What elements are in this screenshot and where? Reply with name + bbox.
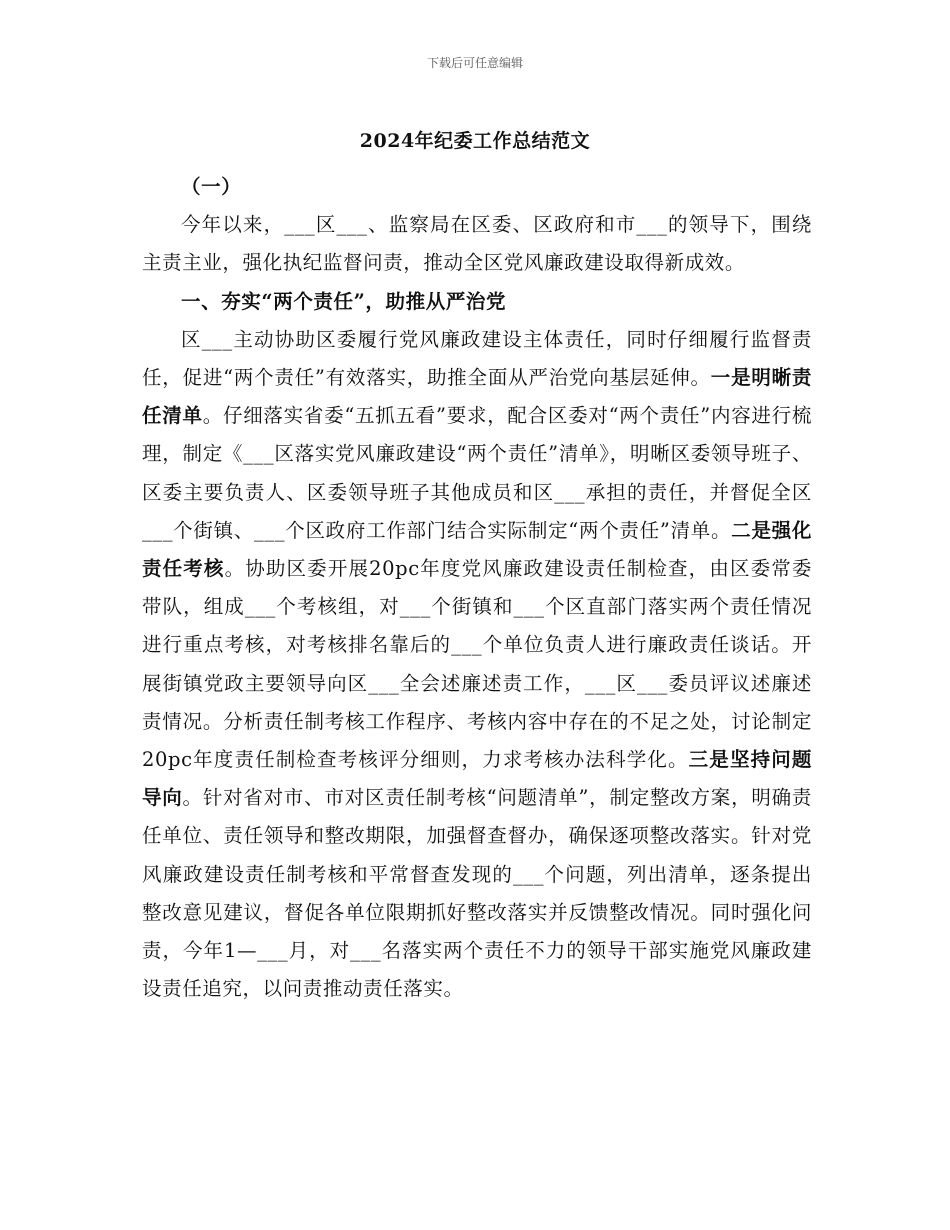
paragraph-text: 。针对省对市、市对区责任制考核“问题清单”，制定整改方案，明确责任单位、责任领导和整改期限，加强督查督办，确保逐项整改落实。针对党风廉政建设责任制考核和平常督查发现的___个问题，列出清单，逐条提出整改意见建议，督促各单位限期抓好整改落实并反馈整改情况。同时强化问责，今年1—___月，对___名落实两个责任不力的领导干部实施党风廉政建设责任追究，以问责推动责任落实。 bbox=[142, 786, 812, 1001]
subheading-1: 一是明晰责任清单 bbox=[142, 366, 812, 428]
body-paragraph bbox=[142, 321, 812, 1009]
section-marker: （一） bbox=[181, 175, 242, 198]
subheading-2: 二是强化责任考核 bbox=[142, 518, 812, 581]
paragraph-text: 区___主动协助区委履行党风廉政建设主体责任，同时仔细履行监督责任，促进“两个责任”有效落实，助推全面从严治党向基层延伸。 bbox=[142, 327, 812, 390]
document-title: 2024年纪委工作总结范文 bbox=[359, 130, 591, 152]
document-body bbox=[142, 168, 812, 1008]
section-heading: 一、夯实“两个责任”，助推从严治党 bbox=[181, 289, 507, 313]
intro-paragraph: 今年以来，___区___、监察局在区委、区政府和市___的领导下，围绕主责主业，强化执纪监督问责，推动全区党风廉政建设取得新成效。 bbox=[142, 213, 812, 275]
subheading-3: 三是坚持问题导向 bbox=[142, 748, 812, 810]
paragraph-text: 。协助区委开展20pc年度党风廉政建设责任制检查，由区委常委带队，组成___个考核组，对___个街镇和___个区直部门落实两个责任情况进行重点考核，对考核排名靠后的___个单位负责人进行廉政责任谈话。开展街镇党政主要领导向区___全会述廉述责工作，___区___委员评议述廉述责情况。分析责任制考核工作程序、考核内容中存在的不足之处，讨论制定20pc年度责任制检查考核评分细则，力求考核办法科学化。 bbox=[142, 557, 813, 772]
page-header-note: 下载后可任意编辑 bbox=[426, 56, 523, 70]
paragraph-text: 。仔细落实省委“五抓五看”要求，配合区委对“两个责任”内容进行梳理，制定《___区落实党风廉政建设“两个责任”清单》，明晰区委领导班子、区委主要负责人、区委领导班子其他成员和区___承担的责任，并督促全区___个街镇、___个区政府工作部门结合实际制定“两个责任”清单。 bbox=[142, 404, 812, 542]
